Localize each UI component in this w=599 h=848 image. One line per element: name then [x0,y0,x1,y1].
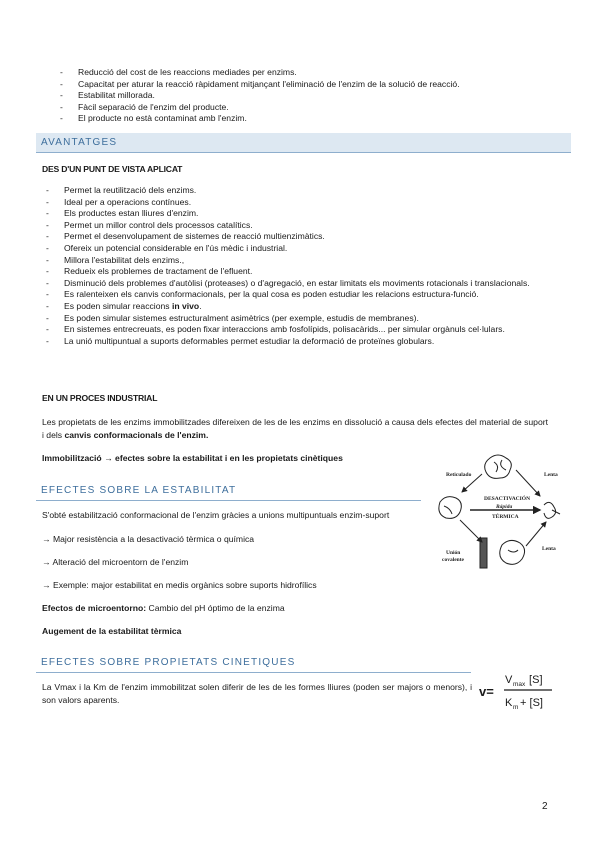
thermal-stability-heading: Augement de la estabilitat tèrmica [42,626,182,636]
stability-point: → Exemple: major estabilitat en medis orgànics sobre suports hidrofílics [42,580,317,590]
section-heading-kinetics: EFECTES SOBRE PROPIETATS CINETIQUES [36,653,471,673]
arrow-top-right [516,470,540,496]
list-item: - Redueix els problemes de tractament de l'efluent. [46,266,253,277]
industrial-heading: EN UN PROCES INDUSTRIAL [42,393,158,403]
label-rapida: Rápida [496,504,513,510]
label-reticulado: Reticulado [446,472,472,478]
formula-numerator-v: V [505,674,513,686]
list-item: - Ideal per a operacions contínues. [46,196,192,207]
label-lenta-bottom: Lenta [542,546,556,552]
in-vivo-emphasis: in vivo [171,300,200,311]
list-item: - Permet el desenvolupament de sistemes de reacció multienzimàtics. [46,231,325,242]
enzyme-deactivation-diagram [432,450,572,570]
immobilization-summary: Immobilització → efectes sobre la estabilitat i en les propietats cinètiques [42,453,343,463]
label-lenta-top: Lenta [544,472,558,478]
list-item: - El producte no està contaminat amb l'enzim. [60,113,247,124]
stability-intro: S'obté estabilització conformacional de l'enzim gràcies a unions multipuntuals enzim-suport [42,510,390,520]
list-item: - La unió multipuntual a suports deformables permet estudiar la deformació de proteïnes globulars. [46,335,435,346]
list-item: - Fàcil separació de l'enzim del producte. [60,101,229,112]
formula-denominator-rest: + [S] [517,697,543,709]
formula-denominator-k: K [505,697,513,709]
label-covalente: covalente [442,557,464,563]
microenvironment-line: Efectos de microentorno: Cambio del pH óptimo de la enzima [42,603,285,613]
stability-point: → Major resistència a la desactivació tèrmica o química [42,534,255,544]
list-item: - Estabilitat millorada. [60,90,155,101]
right-enzyme-illustration [544,502,560,518]
left-enzyme-illustration [439,497,461,519]
list-item: - Permet la reutilització dels enzims. [46,185,197,195]
label-union: Unión [446,550,461,556]
kinetics-paragraph: La Vmax i la Km de l'enzim immobilitzat solen diferir de les de les formes lliures (poden ser majors o menors), i son valors aparents. [42,682,472,705]
list-item: - Es poden simular sistemes estructuralment asimètrics (per exemple, estudis de membranes). [46,312,419,323]
list-item: - Ofereix un potencial considerable en l'ús mèdic i industrial. [46,242,288,253]
arrow-bottom-right [526,522,546,546]
bottom-enzyme-illustration [500,540,525,564]
section-heading-advantages: AVANTATGES [36,133,571,153]
advantages-list [46,185,549,347]
label-termica: TÉRMICA [492,514,519,520]
applied-heading: DES D'UN PUNT DE VISTA APLICAT [42,164,183,174]
michaelis-menten-formula [479,666,553,716]
list-item: - Millora l'estabilitat dels enzims., [46,254,185,265]
list-item: - Es ralenteixen els canvis conformacionals, per la qual cosa es poden estudiar les relacions estructura-funció. [46,289,479,300]
section-heading-stability: EFECTES SOBRE LA ESTABILITAT [36,481,421,501]
industrial-paragraph: Les propietats de les enzims immobilitzades difereixen de les de les enzims en dissolució a causa dels efectes del material de suport i dels canvis conformacionals de l'enzim. [42,417,548,440]
list-item: - Els productes estan lliures d'enzim. [46,208,199,219]
stability-point: → Alteració del microentorn de l'enzim [42,557,189,567]
label-desactivacion: DESACTIVACIÓN [484,496,531,502]
list-item: - Es poden simular reaccions in vivo. [46,300,202,311]
benefits-list [60,67,518,125]
page-number: 2 [542,801,548,812]
formula-denominator-sub: m [513,704,519,711]
formula-lhs: v= [479,684,494,699]
arrow-bottom-left [460,520,482,542]
list-item: - Disminució dels problemes d'autòlisi (proteases) o d'agregació, en estar limitats els moviments rotacionals i translacionals. [46,277,530,288]
formula-numerator-s: [S] [526,674,543,686]
list-item: - Capacitat per aturar la reacció ràpidament mitjançant l'eliminació de l'enzim de la solució de reacció. [60,78,460,89]
formula-numerator-sub: max [513,681,526,688]
list-item: - Reducció del cost de les reaccions mediades per enzims. [60,67,297,77]
support-column [480,538,487,568]
list-item: - Permet un millor control dels processos catalítics. [46,219,253,230]
top-enzyme-illustration [485,455,512,478]
list-item: - En sistemes entrecreuats, es poden fixar interaccions amb fosfolípids, polisacàrids... per simular orgànuls cel·lulars. [46,324,505,335]
